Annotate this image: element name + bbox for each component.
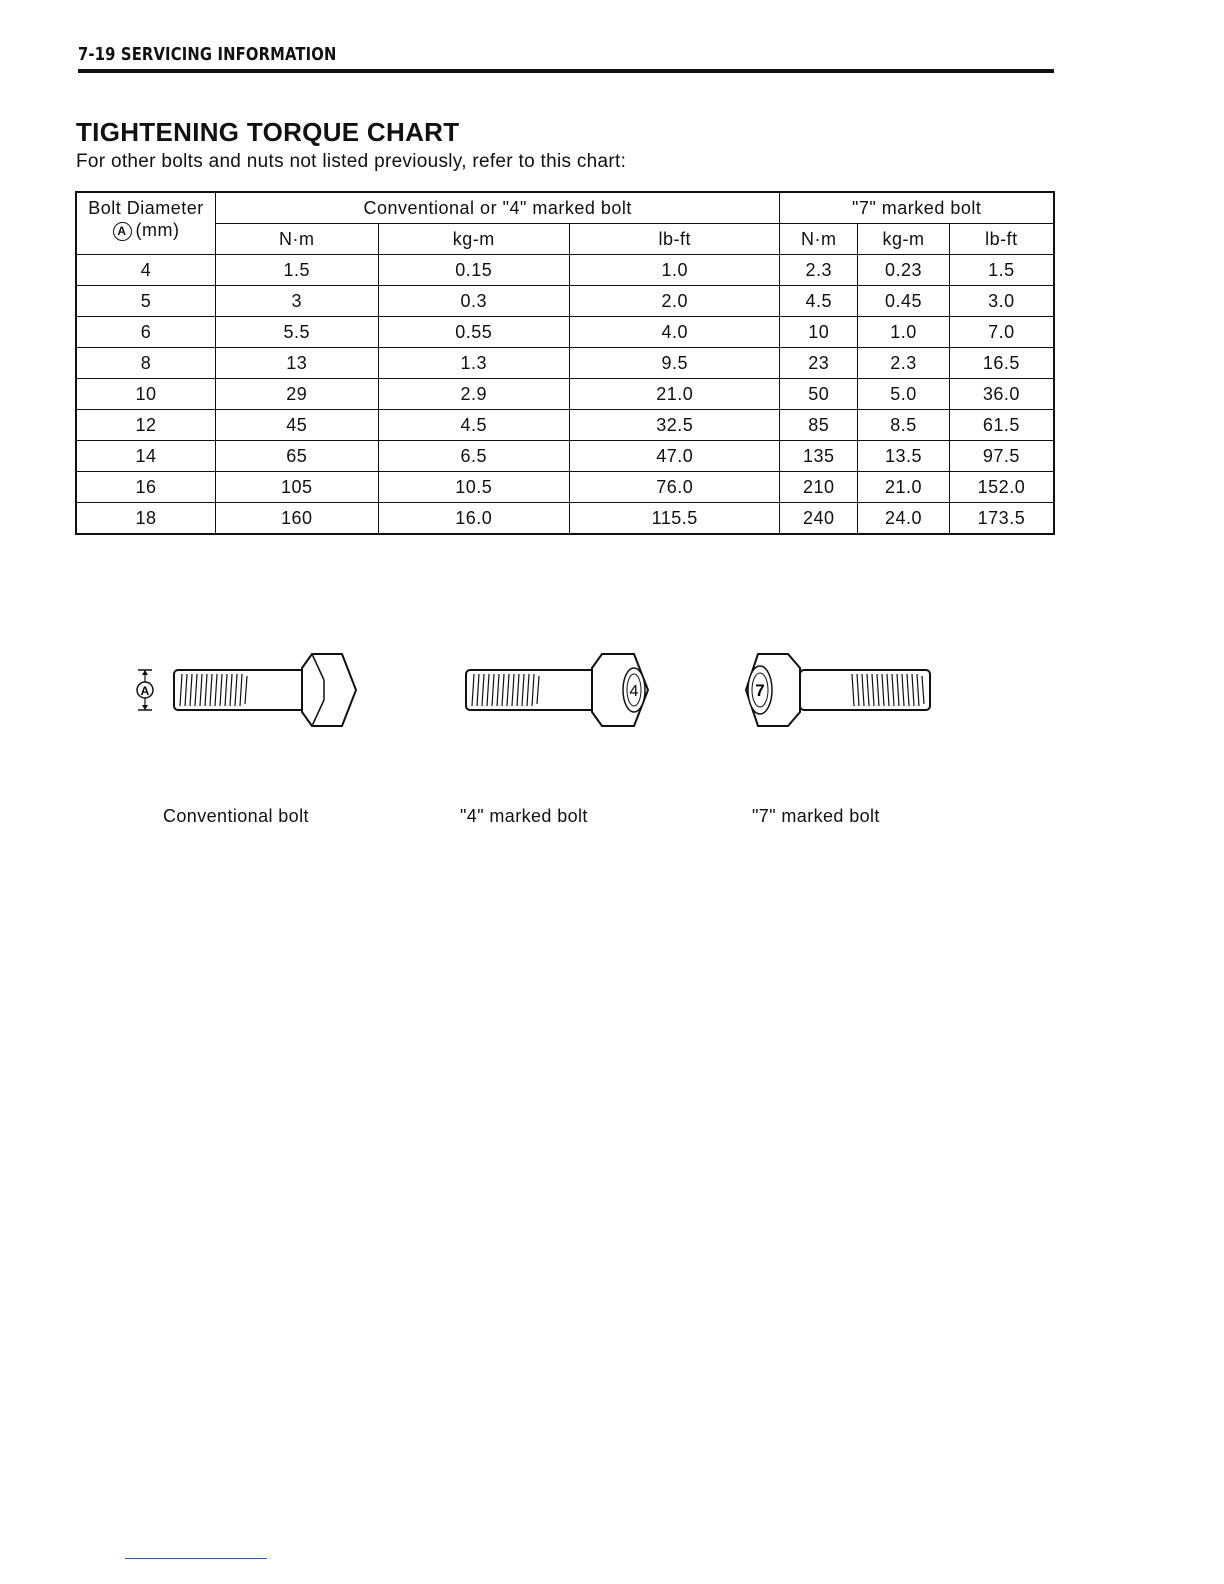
unit-header: kg-m (858, 224, 950, 255)
page-reference: 7-19 SERVICING INFORMATION (78, 44, 337, 65)
torque-value-cell: 6.5 (378, 441, 570, 472)
torque-value-cell: 2.3 (780, 255, 858, 286)
torque-value-cell: 32.5 (570, 410, 780, 441)
torque-value-cell: 1.0 (570, 255, 780, 286)
torque-value-cell: 16.5 (949, 348, 1054, 379)
bolt-shank-icon (174, 670, 304, 710)
torque-value-cell: 2.9 (378, 379, 570, 410)
torque-value-cell: 0.45 (858, 286, 950, 317)
hex-head-icon (746, 654, 800, 726)
torque-value-cell: 152.0 (949, 472, 1054, 503)
group-header-7-marked: "7" marked bolt (780, 192, 1054, 224)
table-row (76, 255, 1054, 286)
section-intro: For other bolts and nuts not listed previously, refer to this chart: (76, 151, 627, 172)
torque-value-cell: 10 (780, 317, 858, 348)
bolt-diameter-cell: 16 (76, 472, 216, 503)
torque-value-cell: 23 (780, 348, 858, 379)
torque-value-cell: 0.3 (378, 286, 570, 317)
bolt-shank-icon (466, 670, 596, 710)
torque-value-cell: 4.0 (570, 317, 780, 348)
footer-line (125, 1558, 267, 1559)
table-row (76, 472, 1054, 503)
torque-value-cell: 3.0 (949, 286, 1054, 317)
torque-value-cell: 173.5 (949, 503, 1054, 535)
unit-header: N·m (780, 224, 858, 255)
torque-value-cell: 1.5 (216, 255, 379, 286)
torque-table (75, 191, 1055, 535)
bolt-shank-icon (800, 670, 930, 710)
torque-value-cell: 4.5 (780, 286, 858, 317)
torque-value-cell: 10.5 (378, 472, 570, 503)
bolt-diameter-label: Bolt Diameter (88, 198, 204, 218)
header-rule (78, 69, 1054, 73)
torque-value-cell: 65 (216, 441, 379, 472)
bolt-diameter-cell: 18 (76, 503, 216, 535)
torque-value-cell: 5.5 (216, 317, 379, 348)
torque-value-cell: 8.5 (858, 410, 950, 441)
table-row (76, 379, 1054, 410)
torque-value-cell: 1.5 (949, 255, 1054, 286)
torque-value-cell: 13.5 (858, 441, 950, 472)
dimension-marker-label: A (140, 684, 150, 698)
torque-value-cell: 21.0 (570, 379, 780, 410)
torque-value-cell: 0.15 (378, 255, 570, 286)
conventional-bolt-figure (134, 640, 364, 740)
hex-head-icon (302, 654, 356, 726)
torque-value-cell: 2.3 (858, 348, 950, 379)
torque-value-cell: 160 (216, 503, 379, 535)
hex-head-icon (592, 654, 648, 726)
torque-value-cell: 29 (216, 379, 379, 410)
torque-value-cell: 5.0 (858, 379, 950, 410)
bolt-diameter-cell: 12 (76, 410, 216, 441)
unit-header: kg-m (378, 224, 570, 255)
torque-value-cell: 135 (780, 441, 858, 472)
torque-value-cell: 45 (216, 410, 379, 441)
table-unit-header-row (76, 224, 1054, 255)
torque-value-cell: 1.0 (858, 317, 950, 348)
torque-value-cell: 47.0 (570, 441, 780, 472)
torque-value-cell: 1.3 (378, 348, 570, 379)
head-mark-7-label: 7 (755, 681, 765, 700)
torque-value-cell: 16.0 (378, 503, 570, 535)
torque-value-cell: 13 (216, 348, 379, 379)
torque-value-cell: 24.0 (858, 503, 950, 535)
table-row (76, 410, 1054, 441)
torque-value-cell: 3 (216, 286, 379, 317)
bolt-diameter-cell: 8 (76, 348, 216, 379)
marked-4-bolt-figure (462, 640, 662, 740)
page-header (78, 44, 1054, 65)
bolt-diameter-header (76, 192, 216, 255)
table-body (76, 255, 1054, 535)
unit-header: lb-ft (570, 224, 780, 255)
group-header-conventional: Conventional or "4" marked bolt (216, 192, 780, 224)
table-row (76, 503, 1054, 535)
bolt-diameter-cell: 4 (76, 255, 216, 286)
marked-7-bolt-figure (742, 640, 942, 740)
table-row (76, 286, 1054, 317)
caption-4-marked-bolt: "4" marked bolt (460, 806, 588, 826)
torque-value-cell: 97.5 (949, 441, 1054, 472)
table-row (76, 348, 1054, 379)
bolt-diameter-cell: 6 (76, 317, 216, 348)
torque-value-cell: 7.0 (949, 317, 1054, 348)
torque-value-cell: 2.0 (570, 286, 780, 317)
torque-value-cell: 21.0 (858, 472, 950, 503)
torque-value-cell: 240 (780, 503, 858, 535)
section-title: TIGHTENING TORQUE CHART (76, 117, 460, 147)
torque-value-cell: 115.5 (570, 503, 780, 535)
torque-value-cell: 105 (216, 472, 379, 503)
bolt-diameter-cell: 10 (76, 379, 216, 410)
dimension-arrow-icon (137, 670, 153, 710)
diameter-marker-icon: A (113, 222, 132, 241)
torque-value-cell: 4.5 (378, 410, 570, 441)
torque-value-cell: 0.55 (378, 317, 570, 348)
bolt-diameter-cell: 5 (76, 286, 216, 317)
unit-header: N·m (216, 224, 379, 255)
caption-conventional-bolt: Conventional bolt (163, 806, 309, 826)
table-group-header-row (76, 192, 1054, 224)
caption-7-marked-bolt: "7" marked bolt (752, 806, 880, 826)
torque-value-cell: 50 (780, 379, 858, 410)
torque-value-cell: 210 (780, 472, 858, 503)
torque-value-cell: 9.5 (570, 348, 780, 379)
torque-value-cell: 0.23 (858, 255, 950, 286)
torque-value-cell: 85 (780, 410, 858, 441)
unit-header: lb-ft (949, 224, 1054, 255)
bolt-diameter-unit: (mm) (135, 220, 180, 240)
table-row (76, 317, 1054, 348)
torque-value-cell: 61.5 (949, 410, 1054, 441)
table-row (76, 441, 1054, 472)
bolt-diameter-cell: 14 (76, 441, 216, 472)
head-mark-4-label: 4 (629, 683, 639, 700)
torque-value-cell: 76.0 (570, 472, 780, 503)
torque-value-cell: 36.0 (949, 379, 1054, 410)
